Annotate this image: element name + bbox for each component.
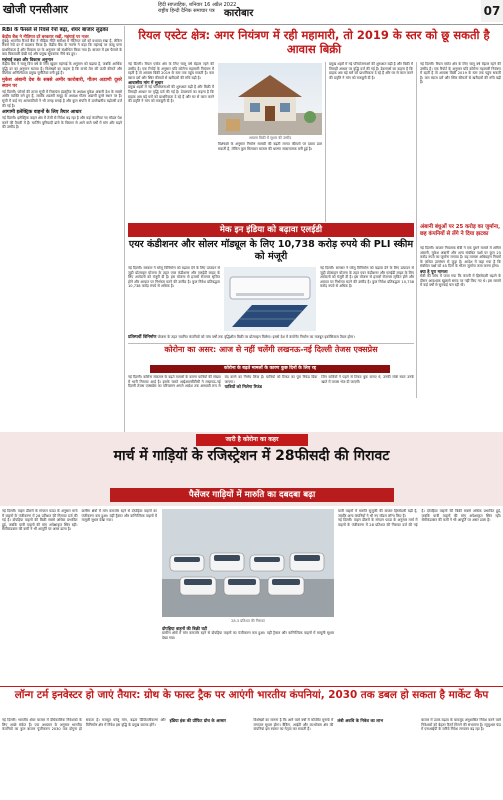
left-story-subhead: केंद्रीय बैंक ने नीतिगत दरें बरकरार रखीं, महंगाई पर नजर <box>2 33 89 39</box>
pli-col1 <box>128 266 220 334</box>
issue-date-line1: हिंदी साप्ताहिक, शनिवार 16 अप्रैल 2022 <box>158 2 237 8</box>
main-headline: रियल एस्टेट क्षेत्र: अगर नियंत्रण में रही महामारी, तो 2019 के स्तर को छू सकती है आवास बिक्री <box>138 28 490 56</box>
pli-body: नई दिल्ली। सरकार ने घरेलू विनिर्माण को बढ़ावा देने के लिए उत्पादन से जुड़ी प्रोत्साहन योजना के तहत एयर कंडीशनर और एलईडी लाइट के लिए आवेदनों को मंजूरी दी है। इस योजना से हजारों रोजगार सृजित होने और आयात पर निर्भरता घटने की उम्मीद है। कुल निवेश प्रतिबद्धता 10,738 करोड़ रुपये से अधिक है। <box>128 266 220 289</box>
vehicle-body3: यात्री वाहनों में मारुति सुजुकी की बाजार हिस्सेदारी बढ़ी है, जबकि अन्य कंपनियों ने भी नए मॉडल लॉन्च किए हैं। <box>338 509 418 518</box>
house-image <box>218 63 322 135</box>
bottom-body2: विशेषज्ञों का मानना है कि आने वाले वर्षों में कॉर्पोरेट मुनाफे में लगातार सुधार होगा। बैंकिंग, आईटी और उपभोक्ता क्षेत्र की कंपनियां इस रफ्तार का नेतृत्व कर सकती हैं। <box>253 718 334 732</box>
corona-body: नई दिल्ली। कोरोना संक्रमण के बढ़ते मामलों के कारण यात्रियों की संख्या में भारी गिरावट आई है। इसके चलते आईआरसीटीसी ने लखनऊ-नई दिल्ली तेजस एक्सप्रेस का परिचालन अगले आदेश तक अस्थायी रूप से बंद करने का निर्णय लिया है। यात्रियों को टिकट का पूरा रिफंड दिया जाएगा। <box>128 375 318 389</box>
cars-image-caption: 28.3 प्रतिशत की गिरावट <box>231 619 265 623</box>
issue-date-line2: राष्ट्रीय हिन्दी दैनिक समाचार पत्र <box>158 8 215 14</box>
ac-solar-image <box>224 267 316 331</box>
right-story-top <box>420 62 501 222</box>
right-story-body: नई दिल्ली। बाजार नियामक सेबी ने एक पुराने मामले में अनिल अंबानी, मुकेश अंबानी और अन्य संबंधित पक्षों पर कुल 25 करोड़ रुपये का जुर्माना लगाया है। यह मामला अधिग्रहण नियमों के कथित उल्लंघन से जुड़ा है। आदेश में कहा गया है कि संबंधित पक्षों को 45 दिनों के भीतर जुर्माना जमा करना होगा। <box>420 246 501 269</box>
vehicle-body2: ग्रामीण क्षेत्रों में मांग कमजोर रहने से दोपहिया वाहनों का पंजीकरण कम हुआ। वहीं ट्रैक्टर और वाणिज्यिक वाहनों में मामूली सुधार देखा गया। <box>162 631 334 640</box>
main-story-col2 <box>218 142 322 222</box>
right-story-body2: सेबी की जांच में पाया गया कि कंपनी में हिस्सेदारी बढ़ाने के दौरान आवश्यक खुलासे समय पर नहीं किए गए थे। इस मामले में कई वर्षों से सुनवाई चल रही थी। <box>420 273 501 288</box>
make-in-india-banner: मेक इन इंडिया को बढ़ावा एलईडी <box>128 223 414 237</box>
bottom-body3: बाजार में उतार-चढ़ाव के बावजूद अनुशासित निवेश करने वाले निवेशकों को बेहतर रिटर्न मिलने की संभावना है। म्यूचुअल फंड में एसआईपी के जरिये निवेश लगातार बढ़ रहा है। <box>421 718 501 732</box>
left-story-headline: RBI के फैसले से रिवर्स रेपो बढ़ा, शेयर बाजार लुढ़का <box>2 27 109 33</box>
left-story-body3: नई दिल्ली। फोर्ब्स की ताजा सूची में रिलायंस इंडस्ट्रीज के अध्यक्ष मुकेश अंबानी देश के सबसे अमीर व्यक्ति बने हुए हैं, जबकि अडाणी समूह के अध्यक्ष गौतम अडाणी दूसरे स्थान पर हैं। सूची में कई नए अरबपतियों ने भी जगह बनाई है और कुल संपत्ति में उल्लेखनीय बढ़ोतरी दर्ज की गई है। <box>2 89 122 108</box>
corona-subhead2: यात्रियों को मिलेगा रिफंड <box>224 384 262 390</box>
right-story-headline: अंबानी बंधुओं पर 25 करोड़ का जुर्माना, छह कंपनियों से लेंगे ने दिया झटका <box>420 224 501 237</box>
pli-headline: एयर कंडीशनर और सोलर मॉड्यूल के लिए 10,738 करोड़ रुपये की PLI स्कीम को मंजूरी <box>128 239 414 262</box>
corona-body-block <box>128 375 414 435</box>
corona-body2: जिन यात्रियों ने पहले से टिकट बुक कराए थे, उनकी राशि स्वतः उनके खाते में वापस भेज दी जाएगी। <box>321 375 414 384</box>
pli-body2: योजना के तहत चयनित कंपनियों को पांच वर्षों तक वृद्धिशील बिक्री पर प्रोत्साहन मिलेगा। इससे देश में कंपोनेंट निर्माण का मजबूत इकोसिस्टम तैयार होगा। <box>157 335 355 339</box>
main-story-body1: नई दिल्ली। रियल एस्टेट क्षेत्र के लिए चालू वर्ष बेहतर रहने की उम्मीद है। एक रिपोर्ट के अनुसार यदि कोरोना महामारी नियंत्रण में रहती है तो आवास बिक्री 2019 के स्तर तक पहुंच सकती है। कम ब्याज दरों और स्थिर कीमतों से खरीदारों की रुचि बढ़ी है। <box>128 62 214 80</box>
house-image-caption: आवास बिक्री में सुधार की उम्मीद <box>248 136 292 140</box>
bottom-subhead: इंडिया इंक की प्रॉफिट ग्रोथ के आसार <box>169 718 227 723</box>
bottom-body-block <box>2 718 501 798</box>
bottom-subhead2: लंबी अवधि के निवेश का लाभ <box>337 718 384 723</box>
vehicle-headline: मार्च में गाड़ियों के रजिस्ट्रेशन में 28फीसदी की गिरावट <box>113 448 390 464</box>
pli-subhead: प्रतिस्पर्धी विनिर्माण <box>128 334 157 339</box>
page-header <box>0 0 503 25</box>
right-story <box>420 246 501 398</box>
left-story-body: मुंबई। भारतीय रिजर्व बैंक ने मौद्रिक नीति समीक्षा में नीतिगत दरों को यथावत रखा है, लेकिन रिवर्स रेपो दर में बदलाव किया है। केंद्रीय बैंक के गवर्नर ने कहा कि महंगाई पर काबू पाना प्राथमिकता है और विकास दर के अनुमान को संशोधित किया गया है। बाजार में इस फैसले के बाद बिकवाली देखी गई और प्रमुख सूचकांक नीचे बंद हुए। <box>2 38 122 57</box>
vehicle-body-cont: ग्रामीण क्षेत्रों में मांग कमजोर रहने से दोपहिया वाहनों का पंजीकरण कम हुआ। वहीं ट्रैक्टर और वाणिज्यिक वाहनों में मामूली सुधार देखा गया। <box>81 509 157 523</box>
left-story-subhead4: आगामी इलेक्ट्रिक वाहनों के लिए तैयार आधार <box>2 110 82 116</box>
vehicle-strip: पैसेंजर गाड़ियों में मारुति का दबदबा बढ़ा <box>110 488 394 502</box>
left-story-body2: केंद्रीय बैंक ने चालू वित्त वर्ष के लिए खुदरा महंगाई के अनुमान को बढ़ाया है, जबकि आर्थिक वृद्धि दर का अनुमान घटाया है। विशेषज्ञों का कहना है कि कच्चे तेल की ऊंची कीमतें और वैश्विक अनिश्चितता प्रमुख चुनौतियां बनी हुई हैं। <box>2 61 122 76</box>
vehicle-col3 <box>338 509 501 684</box>
column-divider <box>325 62 326 222</box>
main-story-body2: प्रमुख शहरों में नई परियोजनाओं की शुरुआत बढ़ी है और बिक्री में तिमाही आधार पर वृद्धि दर्ज की गई है। डेवलपर्स का कहना है कि ग्राहक अब बड़े घरों को प्राथमिकता दे रहे हैं और घर से काम करने की प्रवृत्ति ने मांग को मजबूती दी है। <box>128 85 214 104</box>
vehicle-body: नई दिल्ली। वाहन डीलरों के संगठन फाडा के अनुसार मार्च में वाहनों के पंजीकरण में 28 प्रतिशत की गिरावट दर्ज की गई है। दोपहिया वाहनों की बिक्री सबसे अधिक प्रभावित हुई, जबकि यात्री वाहनों की मांग अपेक्षाकृत स्थिर रही। सेमीकंडक्टर की कमी ने भी आपूर्ति पर असर डाला है। <box>2 509 78 532</box>
left-story <box>2 27 122 434</box>
corona-headline: कोरोना का असर: आज से नहीं चलेंगी लखनऊ-नई दिल्ली तेजस एक्सप्रेस <box>164 345 378 354</box>
vehicle-col1 <box>2 509 157 684</box>
main-story-body3: विशेषज्ञों के अनुसार निर्माण सामग्री की बढ़ती लागत कीमतों पर दबाव डाल सकती है, लेकिन कुल मिलाकर बाजार की धारणा सकारात्मक बनी हुई है। <box>218 142 322 151</box>
pli-footer <box>128 334 414 342</box>
column-divider <box>124 26 125 434</box>
main-story-subhead: आवासीय मांग में सुधार <box>128 80 164 86</box>
vehicle-kicker: जारी है कोरोना का कहर <box>196 434 308 446</box>
main-story-body1-cont: नई दिल्ली। रियल एस्टेट क्षेत्र के लिए चालू वर्ष बेहतर रहने की उम्मीद है। एक रिपोर्ट के अनुसार यदि कोरोना महामारी नियंत्रण में रहती है तो आवास बिक्री 2019 के स्तर तक पहुंच सकती है। कम ब्याज दरों और स्थिर कीमतों से खरीदारों की रुचि बढ़ी है। <box>420 62 501 85</box>
column-divider <box>416 62 417 398</box>
main-story-col1 <box>128 62 214 222</box>
cars-image <box>162 509 334 617</box>
left-story-body4: नई दिल्ली। इलेक्ट्रिक वाहन क्षेत्र में तेजी से निवेश बढ़ रहा है और कई कंपनियां नए मॉडल पेश करने की तैयारी में हैं। चार्जिंग बुनियादी ढांचे के विस्तार से आने वाले वर्षों में मांग और बढ़ने की उम्मीद है। <box>2 116 122 130</box>
section-divider <box>0 686 503 687</box>
pli-col2 <box>320 266 414 334</box>
vehicle-subhead: दोपहिया वाहनों की बिक्री घटी <box>162 626 208 631</box>
section-name: कारोबार <box>224 8 254 19</box>
vehicle-body-cont2: नई दिल्ली। वाहन डीलरों के संगठन फाडा के अनुसार मार्च में वाहनों के पंजीकरण में 28 प्रतिशत की गिरावट दर्ज की गई है। दोपहिया वाहनों की बिक्री सबसे अधिक प्रभावित हुई, जबकि यात्री वाहनों की मांग अपेक्षाकृत स्थिर रही। सेमीकंडक्टर की कमी ने भी आपूर्ति पर असर डाला है। <box>338 509 501 527</box>
bottom-headline: लॉन्ग टर्म इनवेस्टर हो जाएं तैयार: ग्रोथ के फास्ट ट्रैक पर आएंगी भारतीय कंपनियां, 2030 तक डबल हो सकता है मार्केट कैप <box>14 689 489 701</box>
section-divider <box>128 343 414 344</box>
main-story-col3 <box>329 62 413 222</box>
right-story-subhead: क्या है पूरा मामला <box>420 268 448 274</box>
page-number: 07 <box>481 0 503 22</box>
left-story-subhead2: महंगाई लक्ष्य और विकास अनुमान <box>2 56 54 62</box>
pli-body-cont: नई दिल्ली। सरकार ने घरेलू विनिर्माण को बढ़ावा देने के लिए उत्पादन से जुड़ी प्रोत्साहन योजना के तहत एयर कंडीशनर और एलईडी लाइट के लिए आवेदनों को मंजूरी दी है। इस योजना से हजारों रोजगार सृजित होने और आयात पर निर्भरता घटने की उम्मीद है। कुल निवेश प्रतिबद्धता 10,738 करोड़ रुपये से अधिक है। <box>320 266 414 289</box>
main-story-body2-cont: प्रमुख शहरों में नई परियोजनाओं की शुरुआत बढ़ी है और बिक्री में तिमाही आधार पर वृद्धि दर्ज की गई है। डेवलपर्स का कहना है कि ग्राहक अब बड़े घरों को प्राथमिकता दे रहे हैं और घर से काम करने की प्रवृत्ति ने मांग को मजबूती दी है। <box>329 62 413 80</box>
corona-subhead: कोरोना के बढ़ते मामलों के कारण कुछ दिनों के लिए रद्द <box>150 365 390 373</box>
vehicle-col2 <box>162 626 334 684</box>
left-story-subhead3: मुकेश अंबानी देश के सबसे अमीर कारोबारी, गौतम अडाणी दूसरे स्थान पर <box>2 77 122 89</box>
brand-name: खोजी एनसीआर <box>3 3 68 16</box>
bottom-body: नई दिल्ली। भारतीय शेयर बाजार में दीर्घकालिक निवेशकों के लिए अच्छे संकेत हैं। एक अध्ययन के अनुसार भारतीय कंपनियों का कुल बाजार पूंजीकरण 2030 तक दोगुना हो सकता है। मजबूत घरेलू मांग, बढ़ता डिजिटलीकरण और विनिर्माण क्षेत्र में निवेश इस वृद्धि के प्रमुख कारक होंगे। <box>2 718 166 732</box>
